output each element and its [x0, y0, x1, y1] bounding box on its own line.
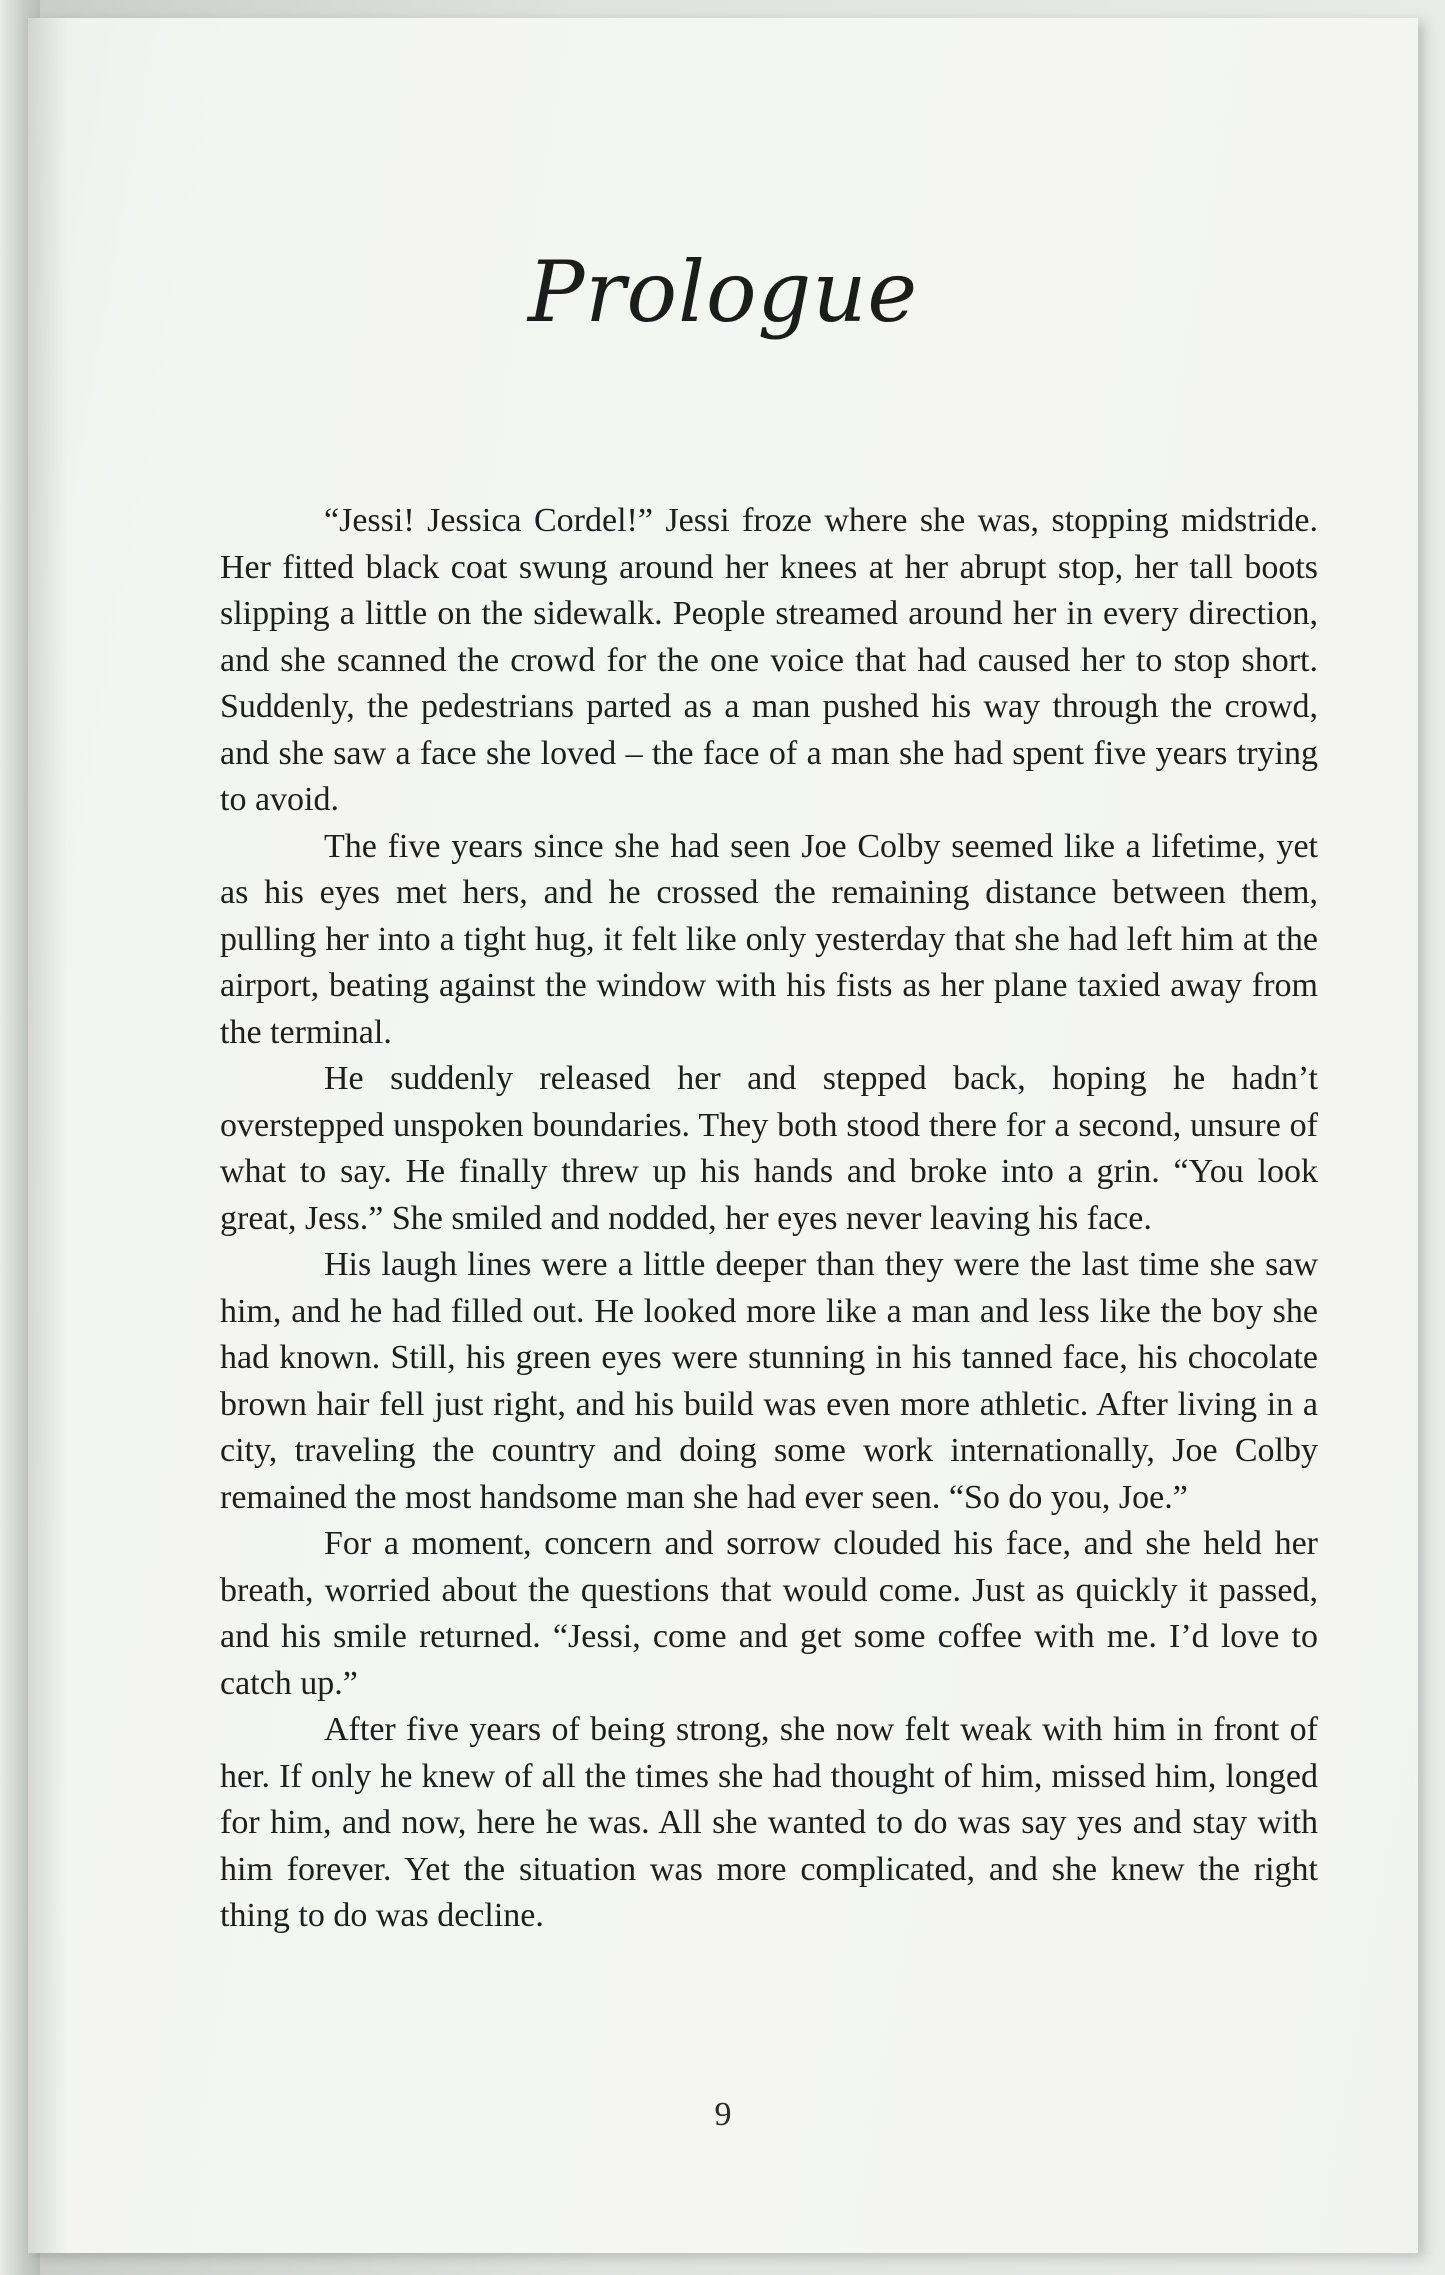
page-gutter-shadow: [28, 18, 68, 2253]
paragraph: For a moment, concern and sorrow clouded his face, and she held her breath, worried about the questions that would come. Just as quickly it passed, and his smile returned. “Jessi, come and get some coffee with me. I’d love to catch up.”: [220, 1525, 1318, 1702]
paragraph: After five years of being strong, she now felt weak with him in front of her. If only he knew of all the times she had thought of him, missed him, longed for him, and now, here he was. All she wanted to do was say yes and stay with him forever. Yet the situation was more complicated, and she knew the right thing to do was decline.: [220, 1711, 1318, 1934]
page-number: 9: [714, 2096, 732, 2133]
chapter-title: Prologue: [527, 243, 919, 341]
book-page: [28, 18, 1418, 2253]
paragraph: His laugh lines were a little deeper than they were the last time she saw him, and he had filled out. He looked more like a man and less like the boy she had known. Still, his green eyes were stunning in his tanned face, his chocolate brown hair fell just right, and his build was even more athletic. After living in a city, traveling the country and doing some work internationally, Joe Colby remained the most handsome man she had ever seen. “So do you, Joe.”: [220, 1246, 1318, 1516]
paragraph: The five years since she had seen Joe Colby seemed like a lifetime, yet as his eyes met hers, and he crossed the remaining distance between them, pulling her into a tight hug, it felt like only yesterday that she had left him at the airport, beating against the window with his fists as her plane taxied away from the terminal.: [220, 827, 1318, 1051]
paragraph: “Jessi! Jessica Cordel!” Jessi froze where she was, stopping midstride. Her fitted black coat swung around her knees at her abrupt stop, her tall boots slipping a little on the sidewalk. People streamed around her in every direction, and she scanned the crowd for the one voice that had caused her to stop short. Suddenly, the pedestrians parted as a man pushed his way through the crowd, and she saw a face she loved – the face of a man she had spent five years trying to avoid.: [220, 502, 1318, 818]
paragraph: He suddenly released her and stepped back, hoping he hadn’t overstepped unspoken boundaries. They both stood there for a second, unsure of what to say. He finally threw up his hands and broke into a grin. “You look great, Jess.” She smiled and nodded, her eyes never leaving his face.: [220, 1060, 1318, 1237]
body-text: [220, 498, 1318, 1940]
